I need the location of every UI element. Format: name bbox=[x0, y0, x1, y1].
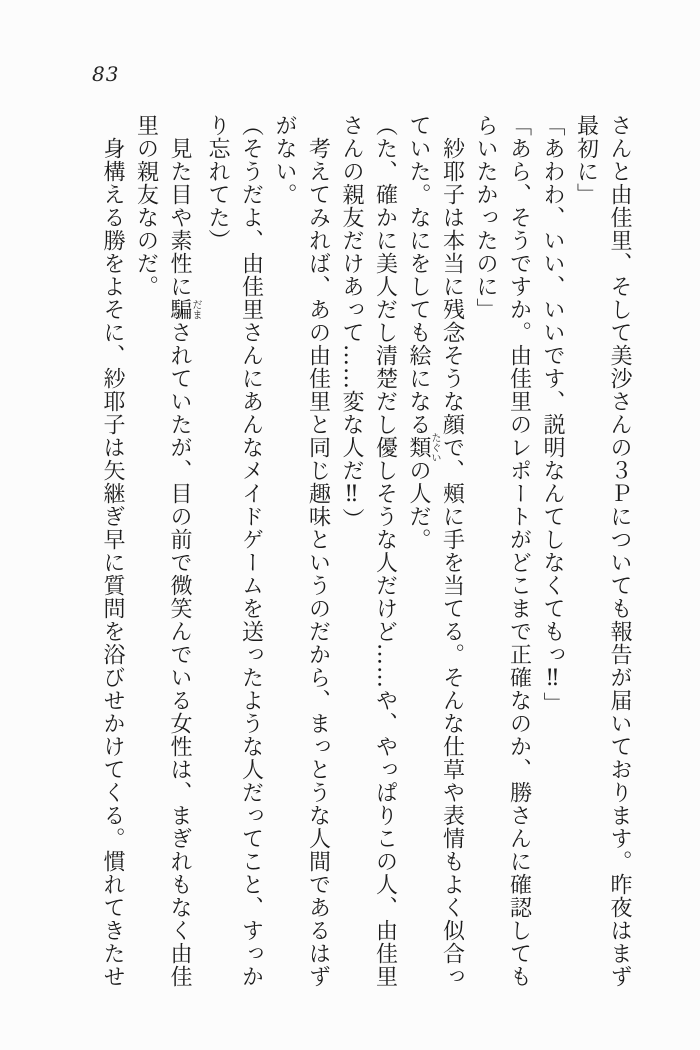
paragraph: （た、確かに美人だし清楚だし優しそうな人だけど……や、やっぱりこの人、由佳里さんの親友だけあって……変な人だ‼） bbox=[339, 114, 398, 988]
paragraph: 身構える勝をよそに、紗耶子は矢継ぎ早に質問を浴びせかけてくる。慣れてきたせ bbox=[100, 137, 125, 988]
paragraph: 考えてみれば、あの由佳里と同じ趣味というのだから、まっとうな人間であるはずがない。 bbox=[272, 114, 331, 988]
paragraph: さんと由佳里、そして美沙さんの３Ｐについても報告が届いております。昨夜はまず最初に」 bbox=[573, 114, 632, 988]
body-text bbox=[84, 114, 636, 992]
page-number: 83 bbox=[92, 62, 120, 86]
paragraph: （そうだよ、由佳里さんにあんなメイドゲームを送ったような人だってこと、すっかり忘れてた） bbox=[205, 114, 264, 988]
paragraph: 見た目や素性に騙だまされていたが、目の前で微笑んでいる女性は、まぎれもなく由佳里の親友なのだ。 bbox=[133, 114, 201, 988]
paragraph: 「あわわ、いい、いいです、説明なんてしなくてもっ‼」 bbox=[540, 114, 565, 715]
paragraph: 「あら、そうですか。由佳里のレポートがどこまで正確なのか、勝さんに確認してもらいたかったのに」 bbox=[473, 114, 532, 988]
furigana-ruby: 騙だま bbox=[167, 298, 201, 321]
furigana-ruby: 類たぐい bbox=[406, 432, 440, 463]
paragraph: 紗耶子は本当に残念そうな顔で、頰に手を当てる。そんな仕草や表情もよく似合っていた。なにをしても絵になる類たぐいの人だ。 bbox=[406, 114, 465, 988]
